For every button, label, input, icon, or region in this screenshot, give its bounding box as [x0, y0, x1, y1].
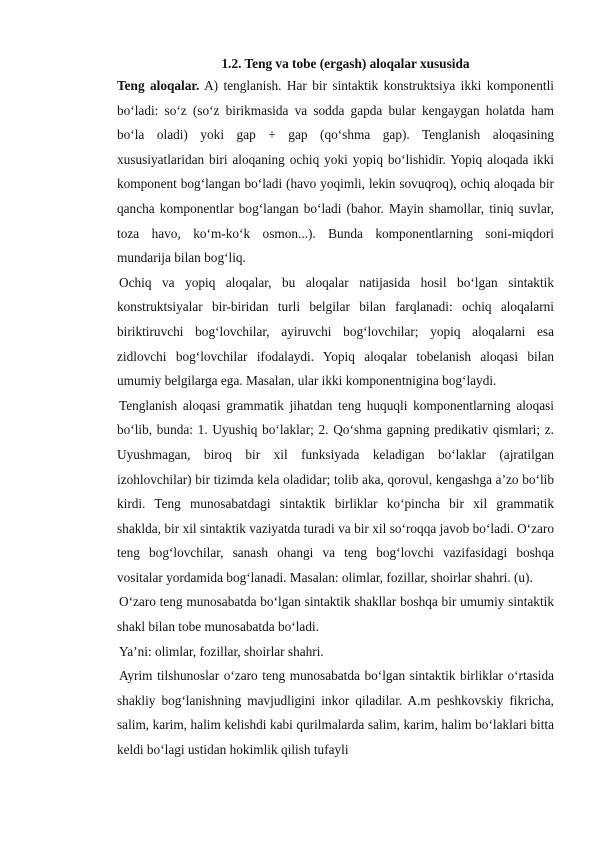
- paragraph-ayrim-tilshunoslar: [117, 664, 554, 762]
- section-title: 1.2. Teng va tobe (ergash) aloqalar xususida: [221, 56, 470, 71]
- paragraph-tenglanish-aloqasi: [117, 394, 554, 591]
- document-body: [117, 54, 554, 763]
- paragraph-ochiq-yopiq: [117, 271, 554, 394]
- paragraph-text: Ochiq va yopiq aloqalar, bu aloqalar natijasida hosil bo‘lgan sintaktik konstruktsiyalar bir-biridan turli belgilar bilan farqlanadi: ochiq aloqalarni biriktiruvchi bog‘lovchilar, ayiruvchi bog‘lovchilar; yopiq aloqalarni esa zidlovchi bog‘lovchilar ifodalaydi. Yopiq aloqalar tobelanish aloqasi bilan umumiy belgilarga ega. Masalan, ular ikki komponentnigina bog‘laydi.: [117, 274, 554, 389]
- paragraph-text: O‘zaro teng munosabatda bo‘lgan sintaktik shakllar boshqa bir umumiy sintaktik shakl bilan tobe munosabatda bo‘ladi.: [117, 594, 554, 635]
- paragraph-yani: [117, 640, 554, 665]
- paragraph-text: Tenglanish aloqasi grammatik jihatdan teng huquqli komponentlarning aloqasi bo‘lib, bunda: 1. Uyushiq bo‘laklar; 2. Qo‘shma gapning predikativ qismlari; z. Uyushmagan, biroq bir xil funksiyada keladigan bo‘laklar (ajratilgan izohlovchilar) bir tizimda kela oladidar; tolib aka, qorovul, kengashga a’zo bo‘lib kirdi. Teng munosabatdagi sintaktik birliklar ko‘pincha bir xil grammatik shaklda, bir xil sintaktik vaziyatda turadi va bir xil so‘roqqa javob bo‘ladi. O‘zaro teng bog‘lovchilar, sanash ohangi va teng bog‘lovchi vazifasidagi boshqa vositalar yordamida bog‘lanadi. Masalan: olimlar, fozillar, shoirlar shahri. (u).: [117, 397, 554, 585]
- paragraph-lead: Teng aloqalar.: [117, 78, 200, 93]
- paragraph-teng-aloqalar: [117, 74, 554, 271]
- paragraph-text: Ya’ni: olimlar, fozillar, shoirlar shahri.: [119, 643, 324, 659]
- paragraph-text: Ayrim tilshunoslar o‘zaro teng munosabatda bo‘lgan sintaktik birliklar o‘rtasida shakliy bog‘lanishning mavjudligini inkor qiladilar. A.m peshkovskiy fikricha, salim, karim, halim kelishdi kabi qurilmalarda salim, karim, halim bo‘laklari bitta keldi bo‘lagi ustidan hokimlik qilish tufayli: [117, 668, 554, 758]
- paragraph-ozaro-teng: [117, 590, 554, 639]
- paragraph-text: A) tenglanish. Har bir sintaktik konstruktsiya ikki komponentli bo‘ladi: so‘z (so‘z birikmasida va sodda gapda bular kengaygan holatda ham bo‘la oladi) yoki gap + gap (qo‘shma gap). Tenglanish aloqasining xususiyatlaridan biri aloqaning ochiq yoki yopiq bo‘lishidir. Yopiq aloqada ikki komponent bog‘langan bo‘ladi (havo yoqimli, lekin sovuqroq), ochiq aloqada bir qancha komponentlar bog‘langan bo‘ladi (bahor. Mayin shamollar, tiniq suvlar, toza havo, ko‘m-ko‘k osmon...). Bunda komponentlarning soni-miqdori mundarija bilan bog‘liq.: [117, 78, 554, 266]
